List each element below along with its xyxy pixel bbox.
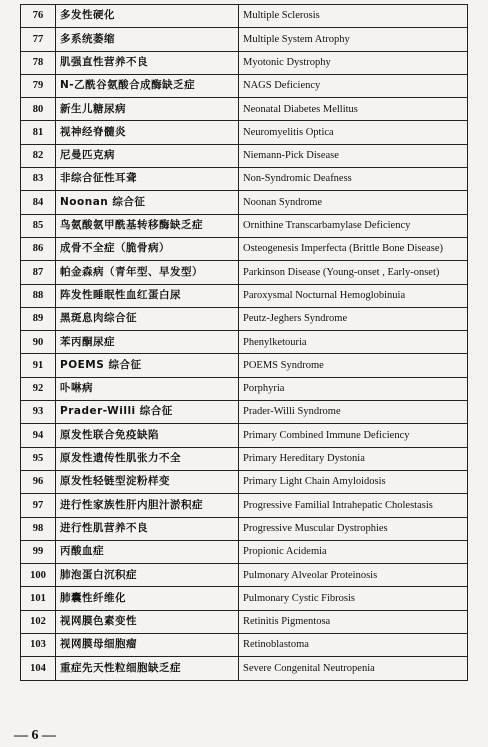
table-row [21, 354, 468, 377]
chinese-name: 多发性硬化 [56, 5, 239, 28]
table-row [21, 237, 468, 260]
table-row [21, 74, 468, 97]
chinese-name: Prader-Willi 综合征 [56, 401, 239, 424]
english-name: Retinitis Pigmentosa [239, 610, 468, 633]
row-number: 95 [21, 447, 56, 470]
english-name: NAGS Deficiency [239, 74, 468, 97]
english-name: Progressive Muscular Dystrophies [239, 517, 468, 540]
table-row [21, 587, 468, 610]
row-number: 80 [21, 98, 56, 121]
chinese-name: Noonan 综合征 [56, 191, 239, 214]
chinese-name: 视神经脊髓炎 [56, 121, 239, 144]
chinese-name: 视网膜母细胞瘤 [56, 634, 239, 657]
chinese-name: 非综合征性耳聋 [56, 168, 239, 191]
chinese-name: POEMS 综合征 [56, 354, 239, 377]
table-row [21, 191, 468, 214]
chinese-name: 成骨不全症（脆骨病） [56, 237, 239, 260]
english-name: Severe Congenital Neutropenia [239, 657, 468, 680]
table-row [21, 424, 468, 447]
english-name: Primary Combined Immune Deficiency [239, 424, 468, 447]
english-name: Propionic Acidemia [239, 540, 468, 563]
chinese-name: 帕金森病（青年型、早发型） [56, 261, 239, 284]
table-body [21, 5, 468, 681]
row-number: 102 [21, 610, 56, 633]
english-name: Parkinson Disease (Young-onset , Early-onset) [239, 261, 468, 284]
row-number: 88 [21, 284, 56, 307]
english-name: Non-Syndromic Deafness [239, 168, 468, 191]
row-number: 77 [21, 28, 56, 51]
english-name: Neuromyelitis Optica [239, 121, 468, 144]
chinese-name: 原发性联合免疫缺陷 [56, 424, 239, 447]
row-number: 90 [21, 331, 56, 354]
english-name: Primary Light Chain Amyloidosis [239, 470, 468, 493]
row-number: 92 [21, 377, 56, 400]
row-number: 79 [21, 74, 56, 97]
row-number: 82 [21, 144, 56, 167]
table-row [21, 5, 468, 28]
table-row [21, 447, 468, 470]
chinese-name: 尼曼匹克病 [56, 144, 239, 167]
row-number: 91 [21, 354, 56, 377]
table-row [21, 540, 468, 563]
english-name: Porphyria [239, 377, 468, 400]
table-row [21, 610, 468, 633]
table-row [21, 28, 468, 51]
table-row [21, 634, 468, 657]
table-row [21, 168, 468, 191]
row-number: 87 [21, 261, 56, 284]
english-name: Myotonic Dystrophy [239, 51, 468, 74]
row-number: 103 [21, 634, 56, 657]
row-number: 94 [21, 424, 56, 447]
english-name: Progressive Familial Intrahepatic Cholestasis [239, 494, 468, 517]
chinese-name: 丙酸血症 [56, 540, 239, 563]
english-name: Multiple System Atrophy [239, 28, 468, 51]
chinese-name: 多系统萎缩 [56, 28, 239, 51]
english-name: Prader-Willi Syndrome [239, 401, 468, 424]
row-number: 98 [21, 517, 56, 540]
row-number: 93 [21, 401, 56, 424]
row-number: 76 [21, 5, 56, 28]
table-row [21, 51, 468, 74]
english-name: Noonan Syndrome [239, 191, 468, 214]
table-row [21, 214, 468, 237]
table-row [21, 494, 468, 517]
row-number: 97 [21, 494, 56, 517]
row-number: 78 [21, 51, 56, 74]
row-number: 96 [21, 470, 56, 493]
english-name: Retinoblastoma [239, 634, 468, 657]
chinese-name: 肺囊性纤维化 [56, 587, 239, 610]
chinese-name: N-乙酰谷氨酸合成酶缺乏症 [56, 74, 239, 97]
row-number: 101 [21, 587, 56, 610]
table-row [21, 307, 468, 330]
row-number: 89 [21, 307, 56, 330]
table-row [21, 98, 468, 121]
chinese-name: 原发性遗传性肌张力不全 [56, 447, 239, 470]
chinese-name: 肌强直性营养不良 [56, 51, 239, 74]
chinese-name: 进行性家族性肝内胆汁淤积症 [56, 494, 239, 517]
table-row [21, 284, 468, 307]
table-row [21, 331, 468, 354]
row-number: 83 [21, 168, 56, 191]
english-name: Osteogenesis Imperfecta (Brittle Bone Disease) [239, 237, 468, 260]
english-name: Ornithine Transcarbamylase Deficiency [239, 214, 468, 237]
table-row [21, 261, 468, 284]
table-row [21, 517, 468, 540]
chinese-name: 原发性轻链型淀粉样变 [56, 470, 239, 493]
chinese-name: 视网膜色素变性 [56, 610, 239, 633]
chinese-name: 黑斑息肉综合征 [56, 307, 239, 330]
table-row [21, 377, 468, 400]
chinese-name: 卟啉病 [56, 377, 239, 400]
table-row [21, 470, 468, 493]
chinese-name: 苯丙酮尿症 [56, 331, 239, 354]
english-name: Paroxysmal Nocturnal Hemoglobinuia [239, 284, 468, 307]
table-row [21, 401, 468, 424]
english-name: Phenylketouria [239, 331, 468, 354]
table-row [21, 121, 468, 144]
english-name: Neonatal Diabetes Mellitus [239, 98, 468, 121]
table-row [21, 144, 468, 167]
english-name: Pulmonary Cystic Fibrosis [239, 587, 468, 610]
chinese-name: 鸟氨酸氨甲酰基转移酶缺乏症 [56, 214, 239, 237]
document-page [20, 4, 468, 681]
row-number: 84 [21, 191, 56, 214]
english-name: Multiple Sclerosis [239, 5, 468, 28]
row-number: 85 [21, 214, 56, 237]
rare-disease-table [20, 4, 468, 681]
table-row [21, 564, 468, 587]
english-name: POEMS Syndrome [239, 354, 468, 377]
row-number: 86 [21, 237, 56, 260]
english-name: Peutz-Jeghers Syndrome [239, 307, 468, 330]
chinese-name: 新生儿糖尿病 [56, 98, 239, 121]
page-number: — 6 — [14, 728, 56, 743]
english-name: Primary Hereditary Dystonia [239, 447, 468, 470]
row-number: 81 [21, 121, 56, 144]
chinese-name: 重症先天性粒细胞缺乏症 [56, 657, 239, 680]
row-number: 104 [21, 657, 56, 680]
row-number: 100 [21, 564, 56, 587]
english-name: Pulmonary Alveolar Proteinosis [239, 564, 468, 587]
chinese-name: 阵发性睡眠性血红蛋白尿 [56, 284, 239, 307]
english-name: Niemann-Pick Disease [239, 144, 468, 167]
table-row [21, 657, 468, 680]
chinese-name: 肺泡蛋白沉积症 [56, 564, 239, 587]
chinese-name: 进行性肌营养不良 [56, 517, 239, 540]
row-number: 99 [21, 540, 56, 563]
